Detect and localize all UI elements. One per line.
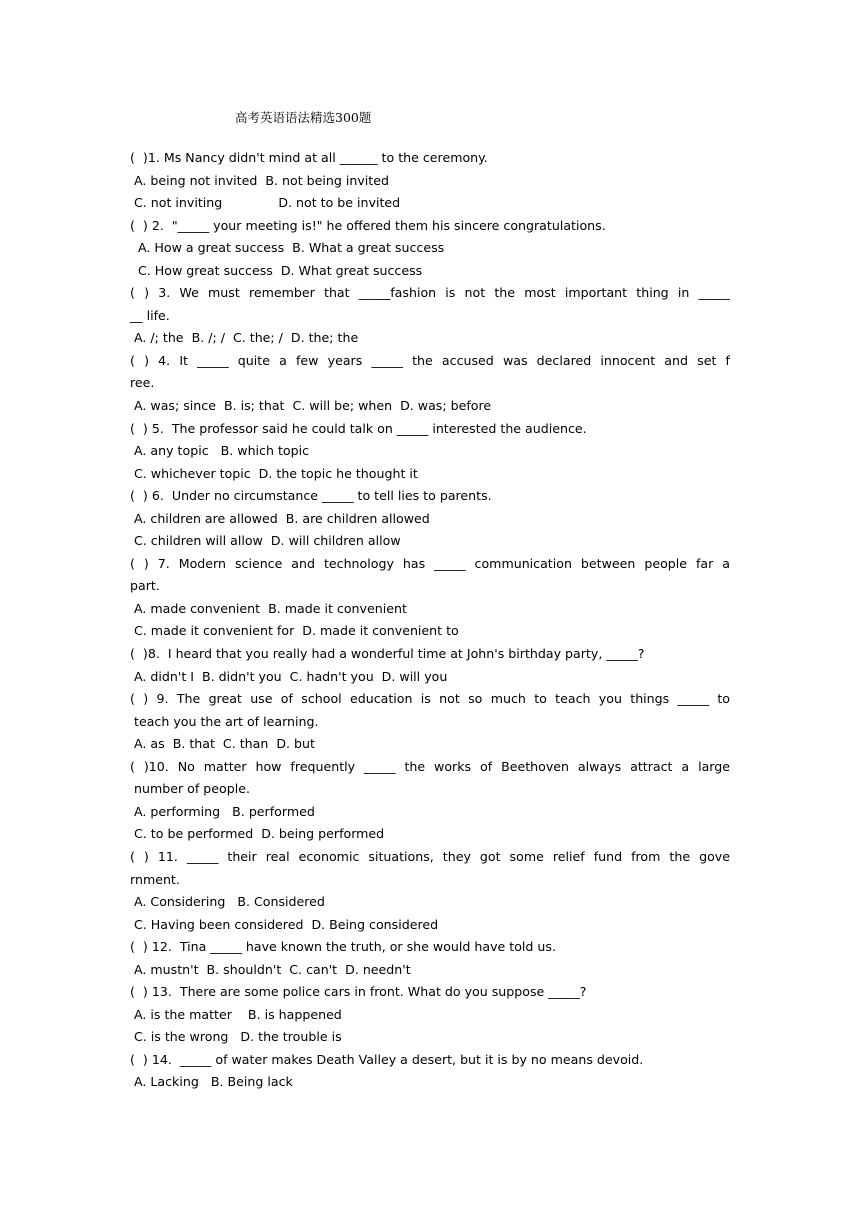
- text-line: C. not inviting D. not to be invited: [130, 195, 401, 211]
- text-line: A. Lacking B. Being lack: [130, 1074, 293, 1090]
- text-line: A. /; the B. /; / C. the; / D. the; the: [130, 330, 359, 346]
- text-line: A. Considering B. Considered: [130, 894, 325, 910]
- text-line: ( )10. No matter how frequently _____ the works of Beethoven always attract a large: [130, 758, 730, 774]
- text-line: A. children are allowed B. are children allowed: [130, 510, 430, 526]
- text-line: C. whichever topic D. the topic he thought it: [130, 465, 418, 481]
- text-line: ( )8. I heard that you really had a wonderful time at John's birthday party, _____?: [130, 646, 645, 662]
- text-line: ( ) 2. "_____ your meeting is!" he offered them his sincere congratulations.: [130, 217, 606, 233]
- text-line: __ life.: [130, 307, 170, 323]
- text-line: C. children will allow D. will children allow: [130, 533, 401, 549]
- text-line: A. performing B. performed: [130, 803, 315, 819]
- question-list: [130, 147, 730, 1094]
- text-line: ( ) 4. It _____ quite a few years _____ the accused was declared innocent and set f: [130, 352, 730, 368]
- text-line: A. was; since B. is; that C. will be; when D. was; before: [130, 398, 492, 414]
- text-line: ( ) 14. _____ of water makes Death Valley a desert, but it is by no means devoid.: [130, 1051, 644, 1067]
- document-title: 高考英语语法精选300题: [235, 110, 372, 125]
- text-line: C. Having been considered D. Being considered: [130, 916, 439, 932]
- text-line: ( ) 5. The professor said he could talk on _____ interested the audience.: [130, 420, 587, 436]
- text-line: number of people.: [130, 781, 250, 797]
- text-line: part.: [130, 578, 160, 594]
- text-line: C. to be performed D. being performed: [130, 826, 385, 842]
- text-line: ( )1. Ms Nancy didn't mind at all ______ to the ceremony.: [130, 150, 488, 165]
- text-line: C. made it convenient for D. made it convenient to: [130, 623, 459, 639]
- text-line: A. mustn't B. shouldn't C. can't D. needn't: [130, 961, 411, 977]
- text-line: ( ) 3. We must remember that _____fashion is not the most important thing in _____: [130, 285, 730, 301]
- text-line: rnment.: [130, 871, 180, 887]
- text-line: ( ) 6. Under no circumstance _____ to tell lies to parents.: [130, 488, 492, 504]
- text-line: C. How great success D. What great success: [130, 262, 423, 278]
- text-line: A. made convenient B. made it convenient: [130, 600, 407, 616]
- text-line: teach you the art of learning.: [130, 713, 319, 729]
- text-line: A. didn't I B. didn't you C. hadn't you D. will you: [130, 668, 448, 684]
- text-line: ( ) 13. There are some police cars in front. What do you suppose _____?: [130, 984, 587, 1000]
- text-line: A. How a great success B. What a great success: [130, 240, 445, 256]
- text-line: ( ) 12. Tina _____ have known the truth, or she would have told us.: [130, 939, 556, 955]
- text-line: ( ) 7. Modern science and technology has _____ communication between people far a: [130, 555, 730, 571]
- text-line: ree.: [130, 375, 155, 391]
- text-line: ( ) 11. _____ their real economic situations, they got some relief fund from the gove: [130, 848, 730, 864]
- text-line: ( ) 9. The great use of school education is not so much to teach you things _____ to: [130, 691, 730, 707]
- text-line: C. is the wrong D. the trouble is: [130, 1029, 342, 1045]
- text-line: A. being not invited B. not being invited: [130, 172, 389, 188]
- text-line: A. as B. that C. than D. but: [130, 736, 315, 752]
- text-line: A. is the matter B. is happened: [130, 1006, 342, 1022]
- text-line: A. any topic B. which topic: [130, 443, 310, 459]
